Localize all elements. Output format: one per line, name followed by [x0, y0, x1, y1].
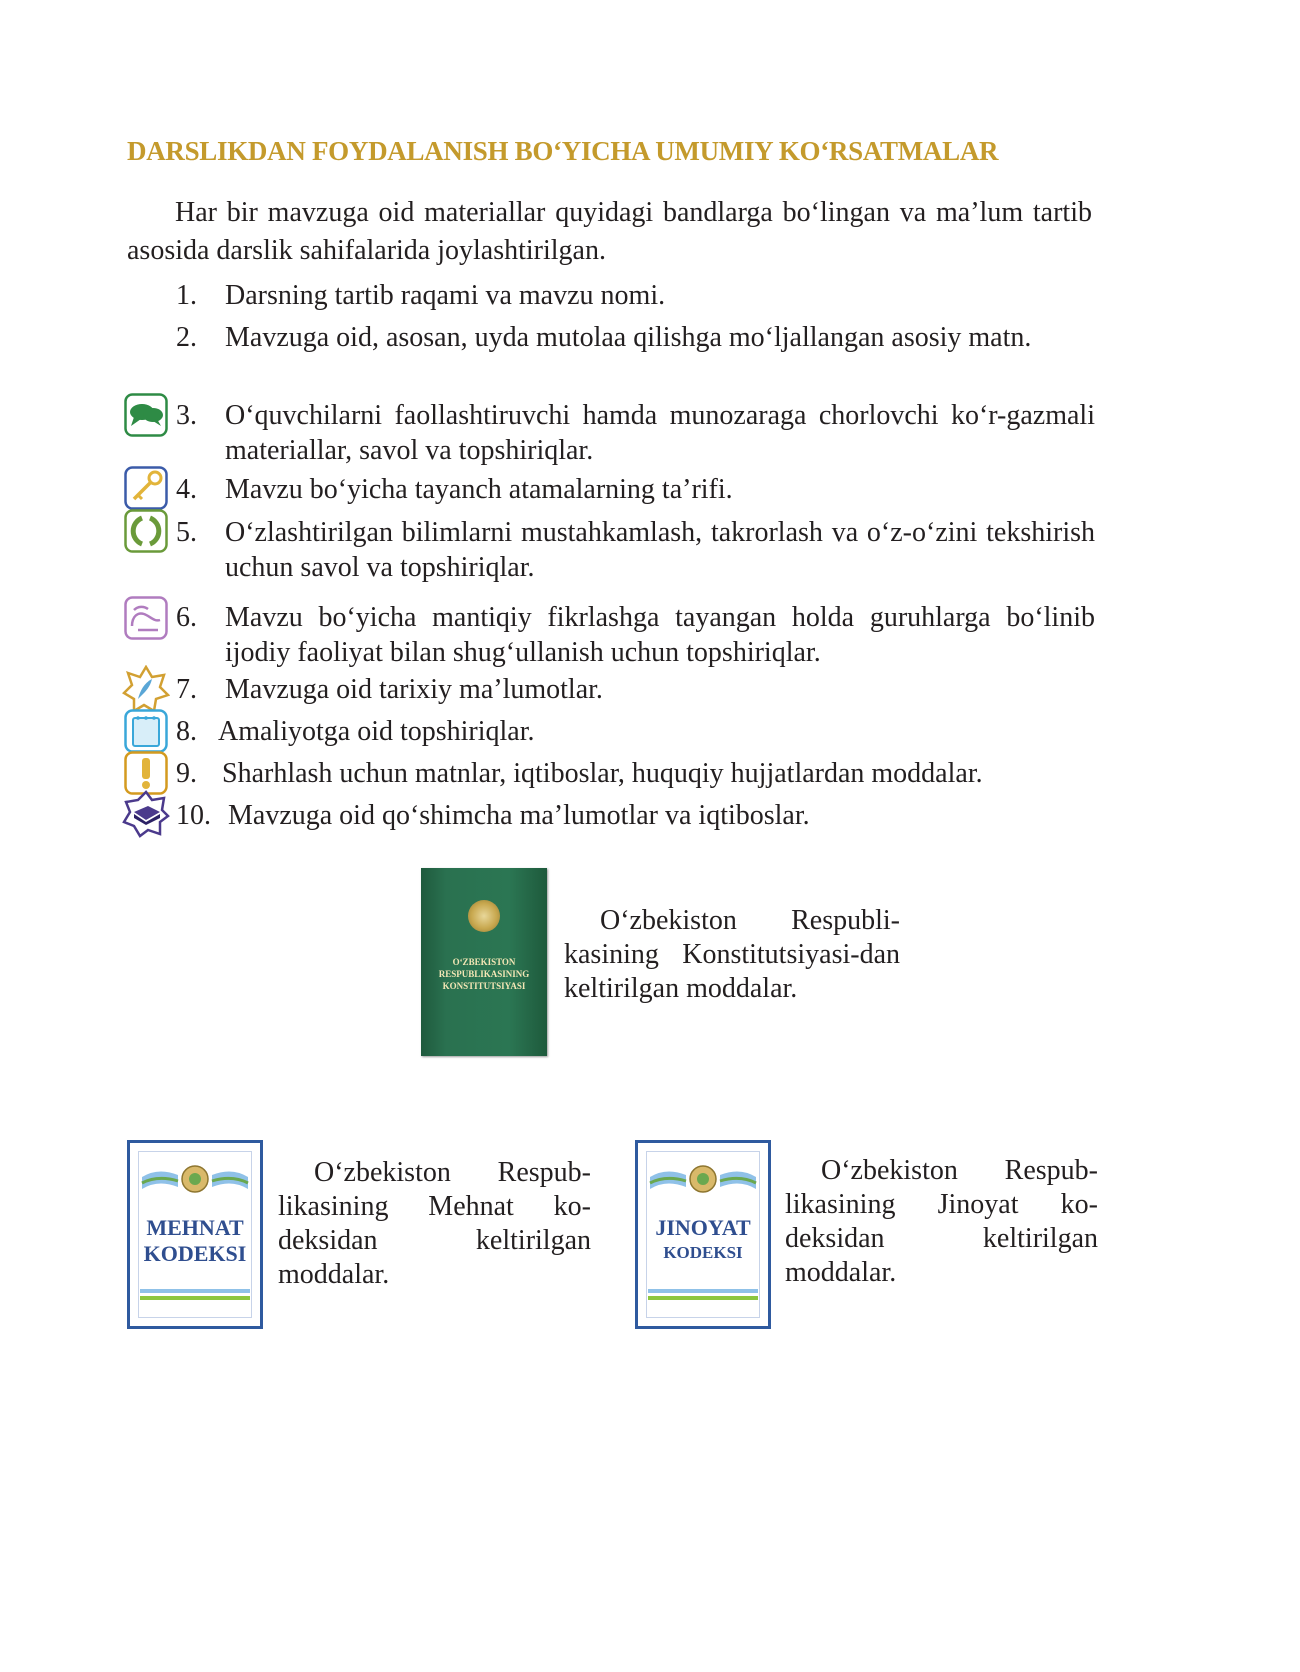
cover-stripe	[648, 1296, 758, 1300]
intro-paragraph	[127, 194, 1092, 270]
list-item-text: Mavzuga oid, asosan, uyda mutolaa qilishga mo‘ljallangan asosiy matn.	[225, 322, 1032, 353]
cover-stripe	[140, 1296, 250, 1300]
labor-code-cover-line2: KODEKSI	[143, 1241, 247, 1266]
group-icon	[124, 596, 168, 640]
cover-stripe	[140, 1289, 250, 1293]
labor-code-caption: O‘zbekiston Respub-likasining Mehnat ko-deksidan keltirilgan moddalar.	[278, 1157, 591, 1290]
constitution-book-image	[421, 868, 547, 1056]
key-icon	[124, 466, 168, 510]
cover-stripe	[648, 1289, 758, 1293]
notepad-icon	[124, 709, 168, 753]
list-item-number: 6.	[176, 602, 197, 633]
list-item-number: 5.	[176, 517, 197, 548]
list-item-number: 3.	[176, 400, 197, 431]
list-item-number: 4.	[176, 474, 197, 505]
list-item-text: O‘zlashtirilgan bilimlarni mustahkamlash, takrorlash va o‘z-o‘zini tekshirish uchun savol va topshiriqlar.	[225, 517, 1095, 583]
book-icon	[122, 790, 170, 838]
criminal-code-cover-line1: JINOYAT	[655, 1215, 751, 1240]
exclamation-icon	[124, 751, 168, 795]
criminal-code-caption: O‘zbekiston Respub-likasining Jinoyat ko-deksidan keltirilgan moddalar.	[785, 1155, 1098, 1288]
quill-icon	[122, 665, 170, 713]
flags-emblem-icon	[138, 1161, 252, 1202]
labor-code-book-image	[127, 1140, 263, 1329]
list-item-number: 7.	[176, 674, 197, 705]
list-item-number: 2.	[176, 322, 197, 353]
list-item-text: Darsning tartib raqami va mavzu nomi.	[225, 280, 666, 311]
constitution-cover-title: O‘ZBEKISTON RESPUBLIKASINING KONSTITUTSIYASI	[438, 957, 530, 991]
intro-text: Har bir mavzuga oid materiallar quyidagi bandlarga bo‘lingan va ma’lum tartib asosida darslik sahifalarida joylashtirilgan.	[127, 197, 1092, 266]
discussion-icon	[124, 393, 168, 437]
list-item-number: 1.	[176, 280, 197, 311]
list-item-text: Sharhlash uchun matnlar, iqtiboslar, huquqiy hujjatlardan moddalar.	[222, 758, 983, 789]
list-item-text: Mavzu bo‘yicha mantiqiy fikrlashga tayangan holda guruhlarga bo‘linib ijodiy faoliyat bilan shug‘ullanish uchun topshiriqlar.	[225, 602, 1095, 668]
list-item-number: 10.	[176, 800, 211, 831]
criminal-code-cover-line2: KODEKSI	[663, 1243, 743, 1262]
emblem-icon	[468, 900, 500, 932]
constitution-caption: O‘zbekiston Respubli-kasining Konstitutsiyasi-dan keltirilgan moddalar.	[564, 905, 900, 1004]
page-title: DARSLIKDAN FOYDALANISH BO‘YICHA UMUMIY KO‘RSATMALAR	[127, 136, 999, 166]
list-item-text: O‘quvchilarni faollashtiruvchi hamda munozaraga chorlovchi ko‘r-gazmali materiallar, savol va topshiriqlar.	[225, 400, 1095, 466]
list-item-text: Mavzu bo‘yicha tayanch atamalarning ta’rifi.	[225, 474, 733, 505]
list-item-text: Mavzuga oid tarixiy ma’lumotlar.	[225, 674, 603, 705]
flags-emblem-icon	[646, 1161, 760, 1202]
list-item-text: Mavzuga oid qo‘shimcha ma’lumotlar va iqtiboslar.	[228, 800, 810, 831]
list-item-number: 8.	[176, 716, 197, 747]
repeat-icon	[124, 509, 168, 553]
criminal-code-book-image	[635, 1140, 771, 1329]
list-item-number: 9.	[176, 758, 197, 789]
labor-code-cover-line1: MEHNAT	[146, 1215, 244, 1240]
list-item-text: Amaliyotga oid topshiriqlar.	[218, 716, 535, 747]
